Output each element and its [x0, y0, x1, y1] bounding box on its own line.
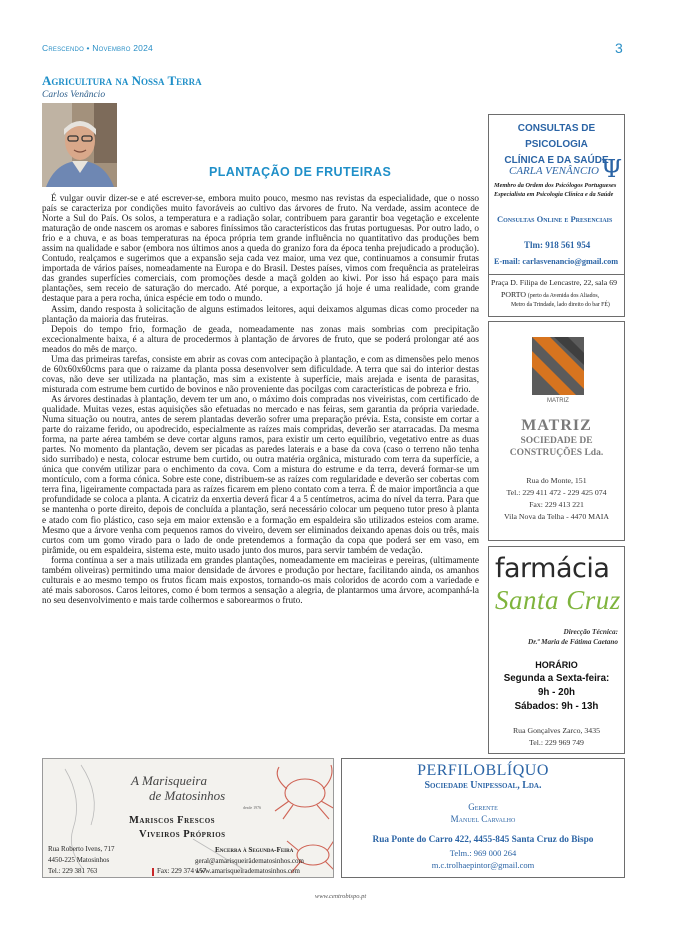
- perfil-email: m.c.trolhaepintor@gmail.com: [431, 860, 535, 870]
- matriz-brand: MATRIZ: [521, 417, 592, 434]
- marisqueira-fax: Fax: 229 374 157: [157, 867, 207, 875]
- article-body: [42, 193, 479, 605]
- marisqueira-website: www.amarisqueiradematosinhos.com: [195, 867, 300, 875]
- psy-city-name: PORTO: [501, 290, 526, 299]
- ad-marisqueira: [42, 758, 334, 878]
- psy-address-note: Metro da Trindade, lado direito do bar FÉ): [511, 302, 610, 308]
- author-name: Carlos Venâncio: [42, 90, 106, 100]
- matriz-subtitle: SOCIEDADE DE: [520, 436, 593, 446]
- ad-farmacia: [488, 546, 625, 754]
- perfil-phone: Telm.: 969 000 264: [449, 848, 517, 858]
- farmacia-name-secondary: Santa Cruz: [495, 585, 621, 615]
- perfil-manager: Manuel Carvalho: [450, 814, 516, 824]
- article-paragraph: forma contínua a ser a mais utilizada em grandes plantações, nomeadamente em macieiras e pereiras, (ultimamente também oliveiras) permitindo uma maior densidade de árvores e produção por hectare, facilitando ainda, os amanhos culturais e ao mesmo tempo os frutos ficam mais expostos, tornando-os mais coloridos de acordo com a variedade e até mais saborosos. Caros leitores, como é bom termos a sensação a alegria, de plantarmos uma árvore, acompanhá-la no seu desenvolvimento e mais tarde colhermos e saborearmos o fruto.: [42, 554, 479, 605]
- issue-header: Crescendo • Novembro 2024: [42, 43, 153, 53]
- author-photo: [42, 103, 117, 187]
- article-paragraph: Assim, dando resposta à solicitação de alguns estimados leitores, aqui deixamos algumas dicas como proceder na plantação da maioria das fruteiras.: [42, 303, 479, 324]
- matriz-phone: Tel.: 229 411 472 - 229 425 074: [506, 488, 607, 497]
- psy-city: [501, 290, 599, 299]
- page-number: 3: [615, 40, 623, 56]
- marisqueira-email: geral@amarisqueirädematosinhos.com: [195, 857, 304, 865]
- marisqueira-tagline: Viveiros Próprios: [139, 829, 226, 840]
- matriz-subtitle: CONSTRUÇÕES Lda.: [509, 448, 604, 458]
- marisqueira-street: Rua Roberto Ivens, 717: [48, 845, 115, 853]
- article-title: PLANTAÇÃO DE FRUTEIRAS: [209, 165, 392, 179]
- psy-member-line2: Especialista em Psicologia Clínica e da Saúde: [494, 191, 614, 198]
- psy-member: [494, 181, 624, 199]
- psy-title-line2: CLÍNICA E DA SAÚDE: [504, 155, 609, 166]
- ad-matriz: [488, 321, 625, 541]
- farmacia-director-label: Direcção Técnica:: [563, 628, 618, 636]
- psy-title-line1: CONSULTAS DE PSICOLOGIA: [517, 123, 596, 150]
- ad-perfiloblíquo: [341, 758, 625, 878]
- marisqueira-postal: 4450-225 Matosinhos: [48, 856, 110, 864]
- article-paragraph: Uma das primeiras tarefas, consiste em abrir as covas com antecipação à plantação, e com as dimensões pelo menos de 60x60x60cms para que o raizame da planta possa desenvolver sem dificuldade. A terra que sai do interior destas covas, não deve ser utilizada na plantação, mas sim a existente à superfície, mais arejada e isenta de parasitas, misturada com estrume bem curtido de bovinos e não proveniente das pocilgas com características de pobreza e frio.: [42, 353, 479, 394]
- marisqueira-since: desde 1976: [243, 805, 262, 810]
- farmacia-hours-weekdays-time: 9h - 20h: [537, 687, 576, 698]
- article-paragraph: Depois do tempo frio, formação de geada, nomeadamente nas zonas mais sombrias com precipitação excecionalmente baixa, é a altura de procedermos à plantação de árvores de fruto, que se poderá prolongar até aos meados do mês de março.: [42, 323, 479, 354]
- farmacia-hours-saturday: Sábados: 9h - 13h: [514, 701, 599, 712]
- article-paragraph: As árvores destinadas à plantação, devem ter um ano, o máximo dois compradas nos viveiristas, com certificado de qualidade. Muitas vezes, estas aquisições são efetuadas no mercado e nas feiras, sem garantia da própria variedade. Numa situação ou noutra, antes de serem plantadas deverão sofrer uma preparação prévia. Esta, consiste em cortar a parte do raizame ferido, ou apodrecido, especialmente as raízes mais compridas, deverão ser atarracadas. Da mesma forma, na parte aérea também se deve cortar alguns ramos, para existir um certo equilíbrio, vegetativo entre as duas partes. No momento da plantação, devem ser picadas as paredes laterais e a base da cova (caso o terreno não tenha sido surribado) e nesta, colocar estrume bem curtido, ou outra matéria orgânica, misturado com terra da superfície, a única que convém utilizar para o enchimento da cova. Com a mistura do estrume e da terra, deverá formar-se um montículo, com a forma cónica. Sobre este cone, distribuem-se as raízes com regularidade e deverão ser cobertas com terra fina, ligeiramente compactada para as raízes ficarem em pleno contato com a terra. É de maior importância a que profundidade se coloca a planta. A cicatriz da enxertia deverá ficar 4 a 5 centímetros, acima do nível da terra. Para que se mantenha o porte direito, depois de concluída a plantação, será necessário colocar um pequeno tutor preso à planta e atado com fio plástico, caso seja em maior extensão e a formação em espaldeira são utilizados esteios com arame. Mesmo que a árvore venha com pequenos ramos do viveiro, devem ser eliminados deixando apenas dois ou três, mais curtos com um gomo virado para o lado de onde pretendemos a formação da copa que poderá ser em vaso, em pirâmide, ou em espaldeira, sistema este, muito usado junto dos muros, para servir também de vedação.: [42, 393, 479, 555]
- farmacia-hours-title: HORÁRIO: [535, 660, 578, 670]
- divider: [152, 868, 154, 876]
- marisqueira-closed: Encerra à Segunda-Feira: [215, 846, 294, 854]
- matriz-street: Rua do Monte, 151: [526, 476, 587, 485]
- divider: [489, 274, 624, 275]
- farmacia-hours-weekdays: Segunda a Sexta-feira:: [503, 673, 610, 684]
- psy-email: E-mail: carlasvenancio@gmail.com: [494, 257, 619, 266]
- farmacia-address: Rua Gonçalves Zarco, 3435: [512, 726, 601, 735]
- psy-phone: Tlm: 918 561 954: [524, 240, 591, 250]
- matriz-logo-icon: [532, 337, 584, 403]
- ad-psychology: [488, 114, 625, 317]
- psy-address: Praça D. Filipa de Lencastre, 22, sala 69: [491, 278, 618, 287]
- perfil-address: Rua Ponte do Carro 422, 4455-845 Santa Cruz do Bispo: [372, 835, 594, 845]
- psy-city-note: (perto da Avenida dos Aliados,: [527, 293, 600, 299]
- farmacia-phone: Tel.: 229 969 749: [529, 738, 584, 747]
- farmacia-name: farmácia: [495, 553, 610, 584]
- marisqueira-phone: Tel.: 229 381 763: [48, 867, 98, 875]
- marisqueira-name: de Matosinhos: [149, 788, 226, 803]
- psy-consultations: Consultas Online e Presenciais: [497, 214, 613, 224]
- section-title: Agricultura na Nossa Terra: [42, 73, 202, 88]
- perfil-role: Gerente: [468, 802, 498, 812]
- matriz-fax: Fax: 229 413 221: [529, 500, 584, 509]
- perfil-company: Sociedade Unipessoal, Lda.: [424, 780, 542, 791]
- article-paragraph: É vulgar ouvir dizer-se e até escrever-se, embora muito pouco, mesmo nas revistas da especialidade, que o nosso país se caracteriza por condições muito favoráveis ao cultivo das árvores de fruto. Na verdade, assim acontece de Norte a Sul do País. Os solos, a temperatura e a radiação solar, contribuem para garantir boa vegetação e excelente maturação de onde nascem os aromas e sabores finíssimos tão característicos das frutas portuguesas. Por outro lado, o frio e a chuva, e as boas temperaturas na época própria tem grande influência no quantitativo das produções bem assim na qualidade e sabor (embora nos últimos anos a queda do granizo fora da época tenha prejudicado a produção). Contudo, realçamos e sugerimos que a expansão seja cada vez maior, uma vez que, continuamos a consumir frutas importada de vários países, nomeadamente na Europa e do Brasil. Destes países, vimos com frequência as prateleiras das grandes superfícies comerciais, com promoções desde a maçã golden ao kiwi. Por isso há espaço para mais plantações, sem receio de saturação do mercado. Até porque, a exportação já hoje é uma realidade, com grande destaque para a pera rocha, única espécie em todo o mundo.: [42, 193, 479, 304]
- marisqueira-name: A Marisqueira: [131, 773, 207, 788]
- marisqueira-tagline: Mariscos Frescos: [129, 815, 216, 826]
- matriz-city: Vila Nova da Telha - 4470 MAIA: [504, 512, 609, 521]
- matriz-logo-text: MATRIZ: [547, 398, 569, 403]
- perfil-name: PERFILOBLÍQUO: [417, 762, 549, 779]
- psy-name: CARLA VENÂNCIO: [509, 165, 599, 177]
- footer-website: www.centrobispo.pt: [314, 893, 367, 900]
- psy-member-line1: Membro da Ordem dos Psicólogos Portugueses: [494, 182, 617, 189]
- farmacia-director-name: Dr.ª Maria de Fátima Caetano: [528, 638, 618, 646]
- psi-icon: Ψ: [601, 155, 623, 183]
